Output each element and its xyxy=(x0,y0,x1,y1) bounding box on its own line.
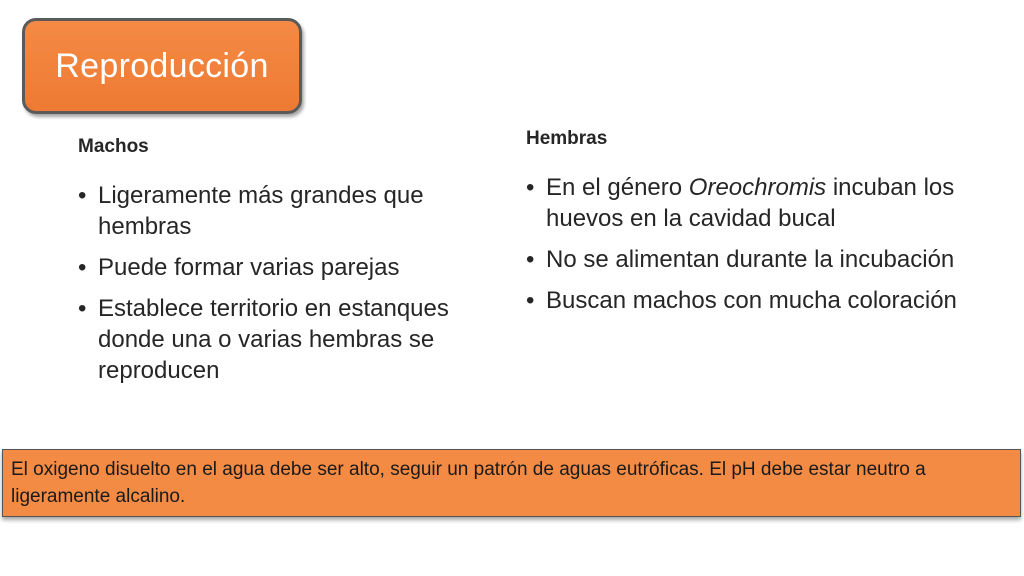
bullet-icon: • xyxy=(78,295,87,322)
list-item xyxy=(78,252,478,283)
list-item-text: No se alimentan durante la incubación xyxy=(546,246,955,273)
note-text: El oxigeno disuelto en el agua debe ser alto, seguir un patrón de aguas eutróficas. El pH debe estar neutro a ligeramente alcalino. xyxy=(11,459,926,507)
list-item-text: Establece territorio en estanques donde una o varias hembras se reproducen xyxy=(98,295,449,384)
item-suffix: incuban los huevos en la cavidad bucal xyxy=(546,174,955,232)
hembras-column xyxy=(526,128,966,326)
machos-list xyxy=(78,180,478,386)
bullet-icon: • xyxy=(526,246,535,273)
hembras-heading: Hembras xyxy=(526,128,608,149)
list-item-text: Ligeramente más grandes que hembras xyxy=(98,182,424,240)
bullet-icon: • xyxy=(526,287,535,314)
list-item xyxy=(78,180,478,242)
bullet-icon: • xyxy=(78,254,87,281)
hembras-list xyxy=(526,172,966,316)
title-box xyxy=(22,18,302,114)
machos-column xyxy=(78,130,478,396)
bullet-icon: • xyxy=(526,174,535,201)
item-prefix: En el género xyxy=(546,174,689,201)
list-item xyxy=(78,293,478,386)
list-item xyxy=(526,285,966,316)
genus-name: Oreochromis xyxy=(688,174,827,201)
list-item xyxy=(526,172,966,234)
list-item xyxy=(526,244,966,275)
slide-title: Reproducción xyxy=(55,46,269,85)
list-item-text: Puede formar varias parejas xyxy=(98,254,400,281)
list-item-text: Buscan machos con mucha coloración xyxy=(546,287,957,314)
list-item-text xyxy=(546,174,954,232)
machos-heading: Machos xyxy=(78,136,149,157)
bullet-icon: • xyxy=(78,182,87,209)
note-box xyxy=(2,449,1021,517)
